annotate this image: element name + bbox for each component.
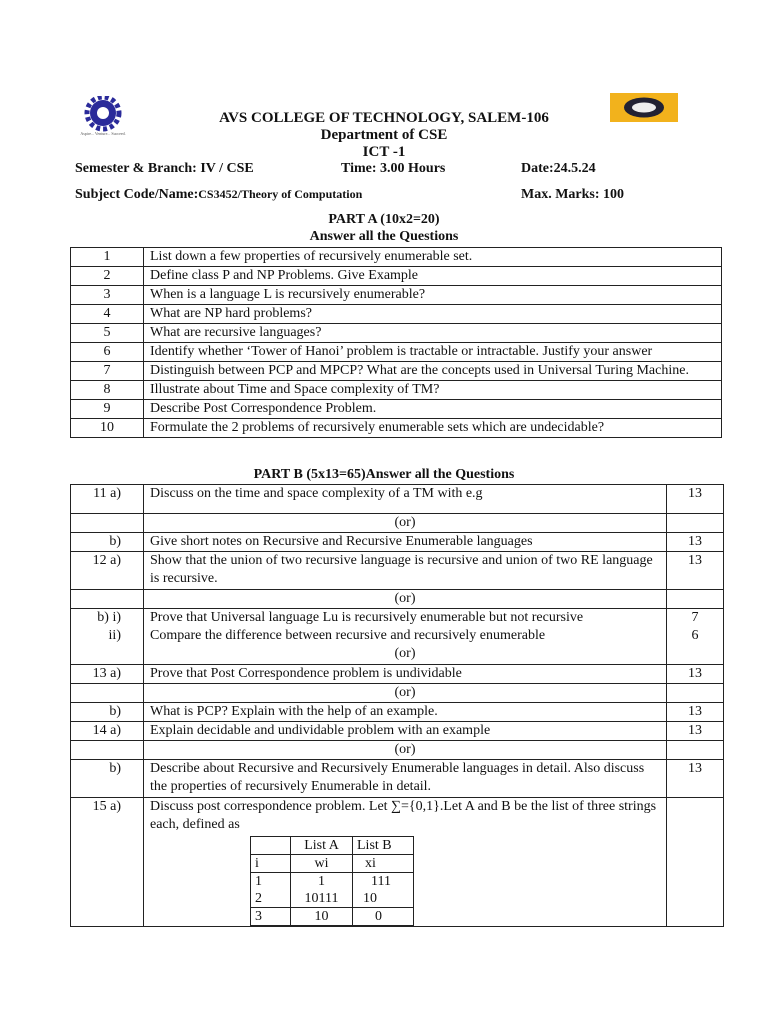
question-row: 11 a) Discuss on the time and space complexity of a TM with e.g 13 bbox=[71, 485, 724, 514]
question-text: Formulate the 2 problems of recursively enumerable sets which are undecidable? bbox=[144, 419, 722, 438]
or-row: (or) bbox=[71, 590, 724, 609]
question-row bbox=[71, 419, 722, 438]
question-row: 14 a) Explain decidable and undividable problem with an example 13 bbox=[71, 722, 724, 741]
question-number: 6 bbox=[71, 343, 144, 362]
question-number: 4 bbox=[71, 305, 144, 324]
question-text: Define class P and NP Problems. Give Example bbox=[144, 267, 722, 286]
part-a-title: PART A (10x2=20) bbox=[328, 212, 440, 227]
question-text: What are recursive languages? bbox=[144, 324, 722, 343]
question-row bbox=[71, 400, 722, 419]
question-number: 1 bbox=[71, 248, 144, 267]
part-a-subtitle: Answer all the Questions bbox=[309, 229, 459, 244]
question-row: 15 a) Discuss post correspondence problem. Let ∑={0,1}.Let A and B be the list of three strings each, defined as List A List B i wi xi 1 1 111 2 10111 10 3 10 0 bbox=[71, 798, 724, 927]
question-number: 7 bbox=[71, 362, 144, 381]
or-row: (or) bbox=[71, 684, 724, 703]
question-text: When is a language L is recursively enumerable? bbox=[144, 286, 722, 305]
question-number: 8 bbox=[71, 381, 144, 400]
question-row: 13 a) Prove that Post Correspondence problem is undividable 13 bbox=[71, 665, 724, 684]
question-row bbox=[71, 305, 722, 324]
duration: Time: 3.00 Hours bbox=[341, 161, 446, 176]
exam-date: Date:24.5.24 bbox=[521, 161, 596, 176]
question-number: 9 bbox=[71, 400, 144, 419]
question-text: Illustrate about Time and Space complexity of TM? bbox=[144, 381, 722, 400]
question-number: 2 bbox=[71, 267, 144, 286]
exam-title: ICT -1 bbox=[362, 144, 406, 160]
question-text: Describe Post Correspondence Problem. bbox=[144, 400, 722, 419]
subject-value: CS3452/Theory of Computation bbox=[198, 187, 363, 201]
question-row: b) What is PCP? Explain with the help of an example. 13 bbox=[71, 703, 724, 722]
college-name: AVS COLLEGE OF TECHNOLOGY, SALEM-106 bbox=[219, 110, 549, 126]
question-row: b) Give short notes on Recursive and Recursive Enumerable languages 13 bbox=[71, 533, 724, 552]
question-row bbox=[71, 286, 722, 305]
question-text: What are NP hard problems? bbox=[144, 305, 722, 324]
question-number: 10 bbox=[71, 419, 144, 438]
question-text: Identify whether ‘Tower of Hanoi’ problem is tractable or intractable. Justify your answer bbox=[144, 343, 722, 362]
part-a-table bbox=[70, 247, 722, 438]
or-row: (or) bbox=[71, 514, 724, 533]
pcp-table: List A List B i wi xi 1 1 111 2 10111 10 3 10 0 bbox=[250, 836, 414, 926]
question-row bbox=[71, 362, 722, 381]
question-row bbox=[71, 248, 722, 267]
department: Department of CSE bbox=[320, 127, 448, 143]
question-row: b) Describe about Recursive and Recursively Enumerable languages in detail. Also discuss the properties of recursively Enumerable in detail. 13 bbox=[71, 760, 724, 798]
question-row bbox=[71, 381, 722, 400]
or-row: (or) bbox=[71, 741, 724, 760]
question-row: 12 a) Show that the union of two recursive language is recursive and union of two RE language is recursive. 13 bbox=[71, 552, 724, 590]
question-row bbox=[71, 324, 722, 343]
question-row bbox=[71, 343, 722, 362]
svg-text:Aspire... Venture... Succeed.: Aspire... Venture... Succeed. bbox=[80, 131, 126, 136]
subject-label: Subject Code/Name: bbox=[75, 187, 199, 202]
max-marks: Max. Marks: 100 bbox=[521, 187, 625, 202]
question-text: List down a few properties of recursively enumerable set. bbox=[144, 248, 722, 267]
question-number: 3 bbox=[71, 286, 144, 305]
semester-branch: Semester & Branch: IV / CSE bbox=[75, 161, 254, 176]
question-row bbox=[71, 267, 722, 286]
question-number: 5 bbox=[71, 324, 144, 343]
question-row: b) i) ii) Prove that Universal language Lu is recursively enumerable but not recursive Compare the difference between recursive and recursively enumerable (or) 7 6 bbox=[71, 609, 724, 665]
question-text: Distinguish between PCP and MPCP? What are the concepts used in Universal Turing Machine. bbox=[144, 362, 722, 381]
part-b-title: PART B (5x13=65)Answer all the Questions bbox=[253, 467, 515, 482]
subject bbox=[75, 187, 362, 203]
part-b-table bbox=[70, 484, 724, 927]
